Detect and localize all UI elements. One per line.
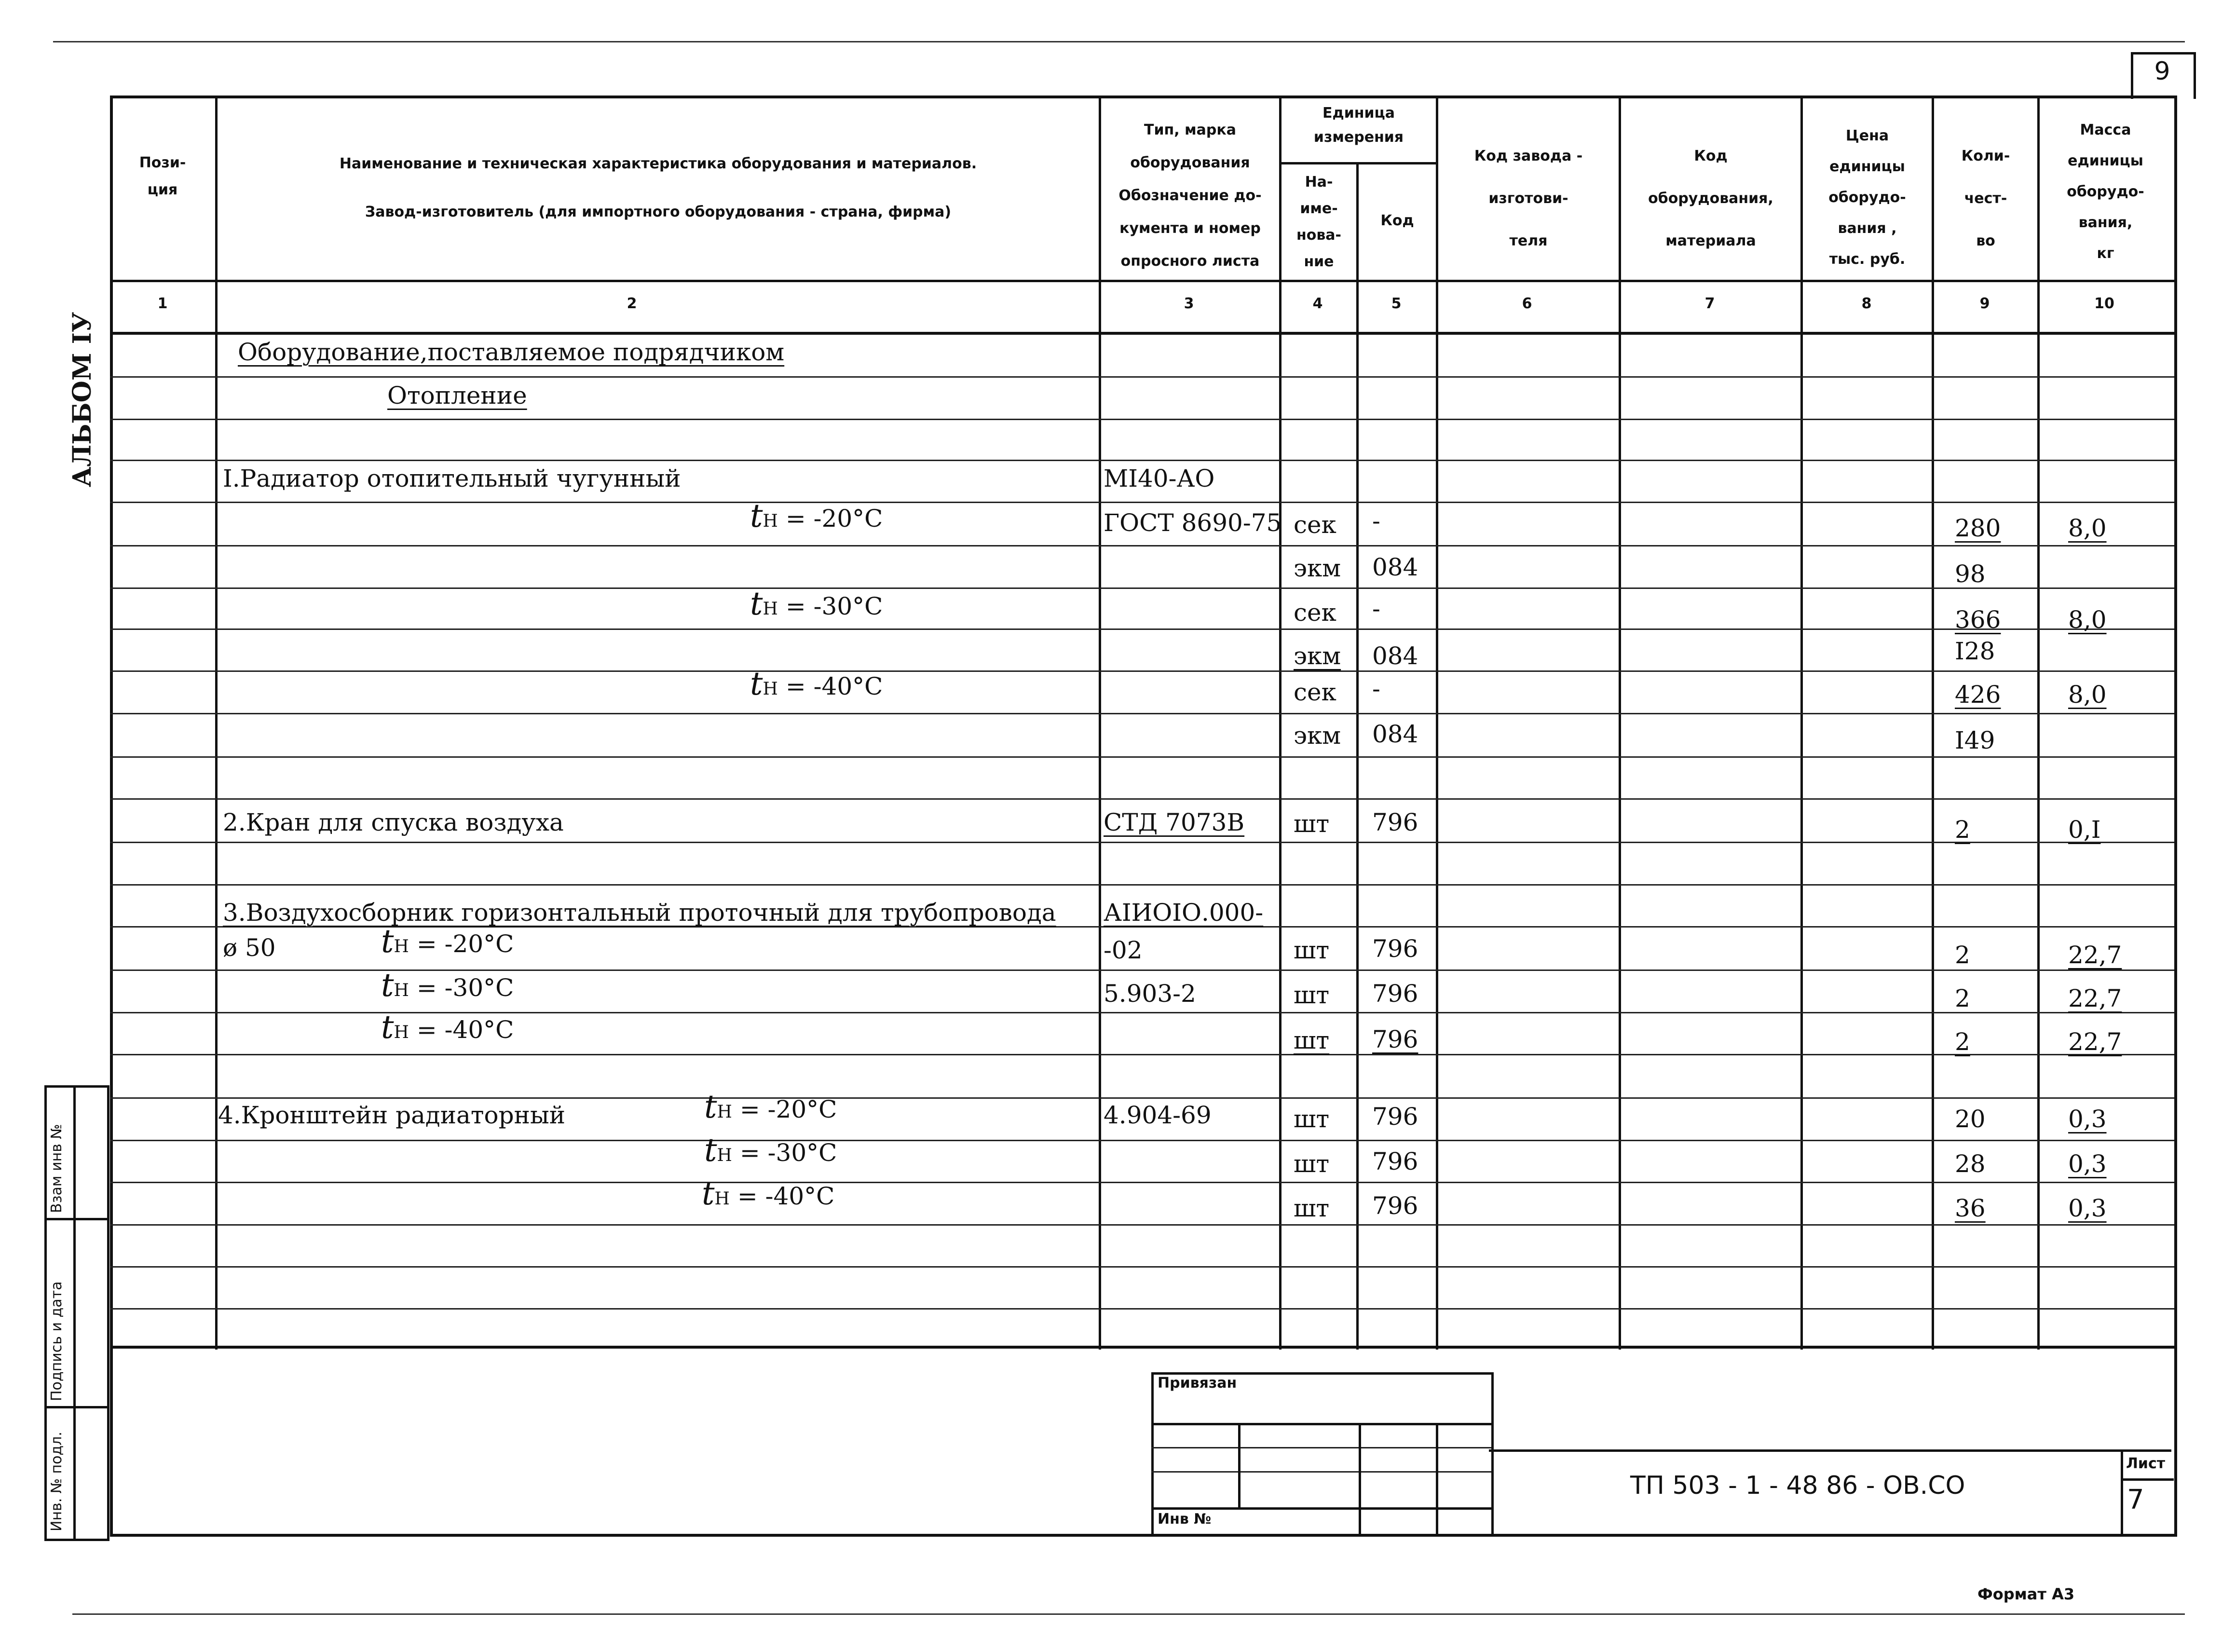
col-num: 8 (1861, 295, 1872, 312)
mass-cell: 22,7 (2068, 941, 2122, 969)
col-1-header: Пози- ция (139, 154, 186, 198)
col-4-header: На- име- нова- ние (1296, 174, 1342, 270)
temp-label: tН = -20°C (381, 923, 514, 960)
col-num: 7 (1704, 295, 1715, 312)
col-2-header: Наименование и техническая характеристика оборудования и материалов. Завод-изготовитель (для импортного оборудования - страна, фирма) (339, 155, 977, 220)
mass-cell: 22,7 (2068, 984, 2122, 1012)
qty-cell: 280 (1955, 514, 2001, 542)
item-4-type: 4.904-69 (1104, 1101, 1212, 1129)
col-num: 1 (157, 295, 168, 312)
item-3-type-2: -02 (1104, 936, 1143, 964)
mass-cell: 8,0 (2068, 681, 2107, 709)
code-cell: 796 (1372, 1192, 1418, 1220)
mass-cell: 8,0 (2068, 514, 2107, 542)
col-num: 5 (1391, 295, 1402, 312)
col-num: 9 (1979, 295, 1990, 312)
col-5-header: Код (1380, 212, 1414, 229)
code-cell: 796 (1372, 980, 1418, 1008)
mass-cell: 0,I (2068, 816, 2101, 844)
code-cell: 796 (1372, 935, 1418, 963)
subsection-title: Отопление (387, 382, 527, 410)
unit-cell: шт (1294, 1105, 1330, 1133)
col-num: 10 (2094, 295, 2114, 312)
item-1-type: МI40-АО (1104, 464, 1215, 492)
stamp-inv-podl: Инв. № подл. (48, 1432, 65, 1531)
col-7-header: Код оборудования, материала (1648, 148, 1773, 249)
temp-label: tН = -30°C (750, 585, 883, 622)
code-cell: 796 (1372, 1025, 1418, 1053)
qty-cell: 36 (1955, 1194, 1986, 1222)
item-3-dn: ø 50 (223, 934, 276, 962)
col-num: 6 (1522, 295, 1532, 312)
qty-cell: 2 (1955, 941, 1970, 969)
unit-cell: сек (1294, 599, 1336, 627)
inv-no-label: Инв № (1158, 1511, 1212, 1528)
code-cell: 796 (1372, 1147, 1418, 1175)
unit-cell: экм (1294, 722, 1341, 750)
unit-cell: шт (1294, 1026, 1330, 1054)
stamp-vzam: Взам инв № (48, 1124, 65, 1213)
qty-cell: 98 (1955, 560, 1986, 588)
col-8-header: Цена единицы оборудо- вания , тыс. руб. (1828, 127, 1906, 268)
item-2-name: 2.Кран для спуска воздуха (223, 808, 564, 836)
unit-cell: сек (1294, 678, 1336, 706)
col-num: 4 (1312, 295, 1323, 312)
temp-label: tН = -20°C (704, 1088, 837, 1125)
unit-cell: шт (1294, 1150, 1330, 1178)
mass-cell: 8,0 (2068, 606, 2107, 634)
code-cell: 084 (1372, 642, 1418, 670)
code-cell: - (1372, 675, 1380, 703)
col-10-header: Масса единицы оборудо- вания, кг (2067, 122, 2144, 262)
item-3-type-3: 5.903-2 (1104, 980, 1196, 1008)
unit-cell: сек (1294, 511, 1336, 539)
spec-table (110, 96, 2177, 1349)
privyazan-label: Привязан (1158, 1375, 1237, 1392)
title-block-frame (110, 1346, 2177, 1537)
qty-cell: 2 (1955, 816, 1970, 844)
col-9-header: Коли- чест- во (1961, 148, 2010, 249)
qty-cell: 2 (1955, 984, 1970, 1012)
item-1-gost: ГОСТ 8690-75 (1104, 509, 1282, 537)
col-3-header: Тип, марка оборудования Обозначение до- кумента и номер опросного листа (1118, 122, 1262, 270)
section-title: Оборудование,поставляемое подрядчиком (238, 338, 785, 366)
album-label: АЛЬБОМ IУ (68, 312, 97, 487)
qty-cell: 28 (1955, 1150, 1986, 1178)
temp-label: tН = -40°C (381, 1009, 514, 1046)
code-cell: 796 (1372, 808, 1418, 836)
code-cell: - (1372, 507, 1380, 535)
code-cell: 796 (1372, 1103, 1418, 1131)
code-cell: 084 (1372, 720, 1418, 748)
code-cell: - (1372, 595, 1380, 623)
top-edge-line (53, 41, 2185, 42)
bottom-edge-line (72, 1613, 2185, 1615)
unit-cell: экм (1294, 642, 1341, 670)
temp-label: tН = -40°C (750, 665, 883, 702)
document-code: ТП 503 - 1 - 48 86 - ОВ.СО (1630, 1471, 1965, 1500)
qty-cell: 426 (1955, 681, 2001, 709)
sheet-number: 9 (2154, 57, 2170, 86)
unit-cell: шт (1294, 810, 1330, 838)
unit-cell: шт (1294, 1194, 1330, 1222)
item-4-name: 4.Кронштейн радиаторный (218, 1101, 566, 1129)
qty-cell: 2 (1955, 1028, 1970, 1056)
col-num: 2 (627, 295, 637, 312)
item-3-type-1: АIИОIО.000- (1104, 899, 1264, 927)
stamp-podpis: Подпись и дата (48, 1281, 65, 1401)
qty-cell: I49 (1955, 726, 1995, 754)
temp-label: tН = -40°C (702, 1175, 835, 1212)
qty-cell: 366 (1955, 606, 2001, 634)
format-label: Формат А3 (1977, 1585, 2075, 1603)
item-2-type: СТД 7073В (1104, 808, 1245, 836)
unit-cell: шт (1294, 936, 1330, 964)
list-number: 7 (2127, 1484, 2144, 1515)
mass-cell: 22,7 (2068, 1028, 2122, 1056)
list-label: Лист (2126, 1455, 2166, 1472)
col-6-header: Код завода - изготови- теля (1474, 148, 1583, 249)
unit-group-header: Единица измерения (1313, 105, 1404, 146)
code-cell: 084 (1372, 553, 1418, 581)
mass-cell: 0,3 (2068, 1105, 2107, 1133)
temp-label: tН = -30°C (381, 967, 514, 1004)
item-3-name: 3.Воздухосборник горизонтальный проточный для трубопровода (223, 899, 1056, 927)
qty-cell: I28 (1955, 637, 1995, 665)
temp-label: tН = -30°C (704, 1132, 837, 1169)
temp-label: tН = -20°C (750, 497, 883, 534)
unit-cell: экм (1294, 554, 1341, 582)
mass-cell: 0,3 (2068, 1150, 2107, 1178)
item-1-name: I.Радиатор отопительный чугунный (223, 464, 681, 492)
qty-cell: 20 (1955, 1105, 1986, 1133)
mass-cell: 0,3 (2068, 1194, 2107, 1222)
col-num: 3 (1184, 295, 1194, 312)
unit-cell: шт (1294, 981, 1330, 1009)
